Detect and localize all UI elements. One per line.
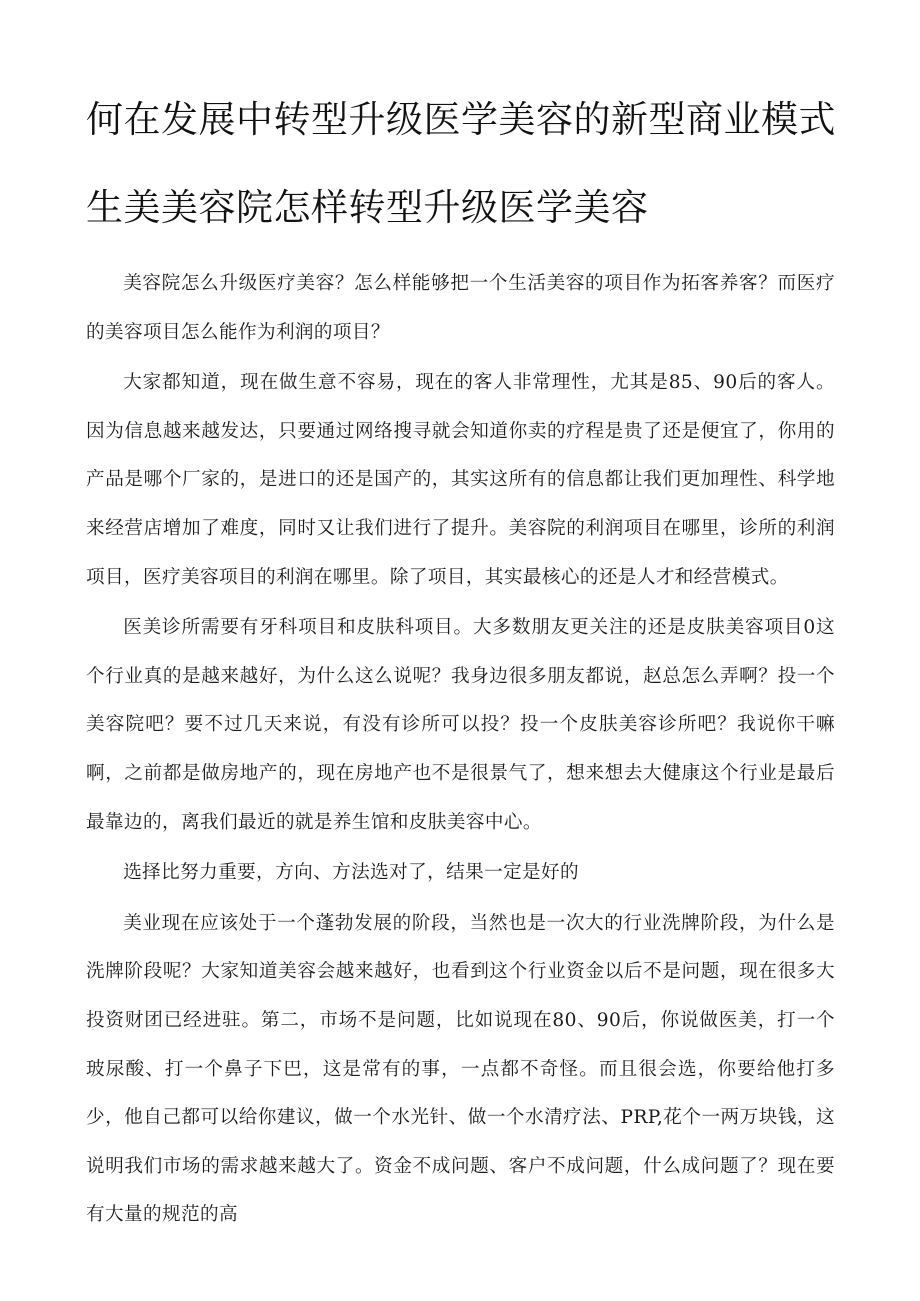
paragraph: 美容院怎么升级医疗美容？怎么样能够把一个生活美容的项目作为拓客养客？而医疗的美容项目怎么能作为利润的项目？: [86, 273, 835, 343]
paragraph: 大家都知道，现在做生意不容易，现在的客人非常理性，尤其是85、90后的客人。因为信息越来越发达，只要通过网络搜寻就会知道你卖的疗程是贵了还是便宜了，你用的产品是哪个厂家的，是进口的还是国产的，其实这所有的信息都让我们更加理性、科学地来经营店增加了难度，同时又让我们进行了提升。美容院的利润项目在哪里，诊所的利润项目，医疗美容项目的利润在哪里。除了项目，其实最核心的还是人才和经营模式。: [86, 372, 835, 588]
paragraph: 选择比努力重要，方向、方法选对了，结果一定是好的: [123, 862, 580, 884]
paragraph: 美业现在应该处于一个蓬勃发展的阶段，当然也是一次大的行业洗牌阶段，为什么是洗牌阶段呢？大家知道美容会越来越好，也看到这个行业资金以后不是问题，现在很多大投资财团已经进驻。第二，市场不是问题，比如说现在80、90后，你说做医美，打一个玻尿酸、打一个鼻子下巴，这是常有的事，一点都不奇怪。而且很会选，你要给他打多少，他自己都可以给你建议，做一个水光针、做一个水清疗法、PRP,花个一两万块钱，这说明我们市场的需求越来越大了。资金不成问题、客户不成问题，什么成问题了？现在要有大量的规范的高: [86, 912, 835, 1226]
paragraph: 医美诊所需要有牙科项目和皮肤科项目。大多数朋友更关注的还是皮肤美容项目0这个行业真的是越来越好，为什么这么说呢？我身边很多朋友都说，赵总怎么弄啊？投一个美容院吧？要不过几天来说，有没有诊所可以投？投一个皮肤美容诊所吧？我说你干嘛啊，之前都是做房地产的，现在房地产也不是很景气了，想来想去大健康这个行业是最后最靠边的，离我们最近的就是养生馆和皮肤美容中心。: [86, 617, 835, 833]
document-subtitle: 生美美容院怎样转型升级医学美容: [86, 186, 649, 229]
document-title: 何在发展中转型升级医学美容的新型商业模式: [86, 98, 836, 141]
document-body: [86, 260, 835, 1246]
